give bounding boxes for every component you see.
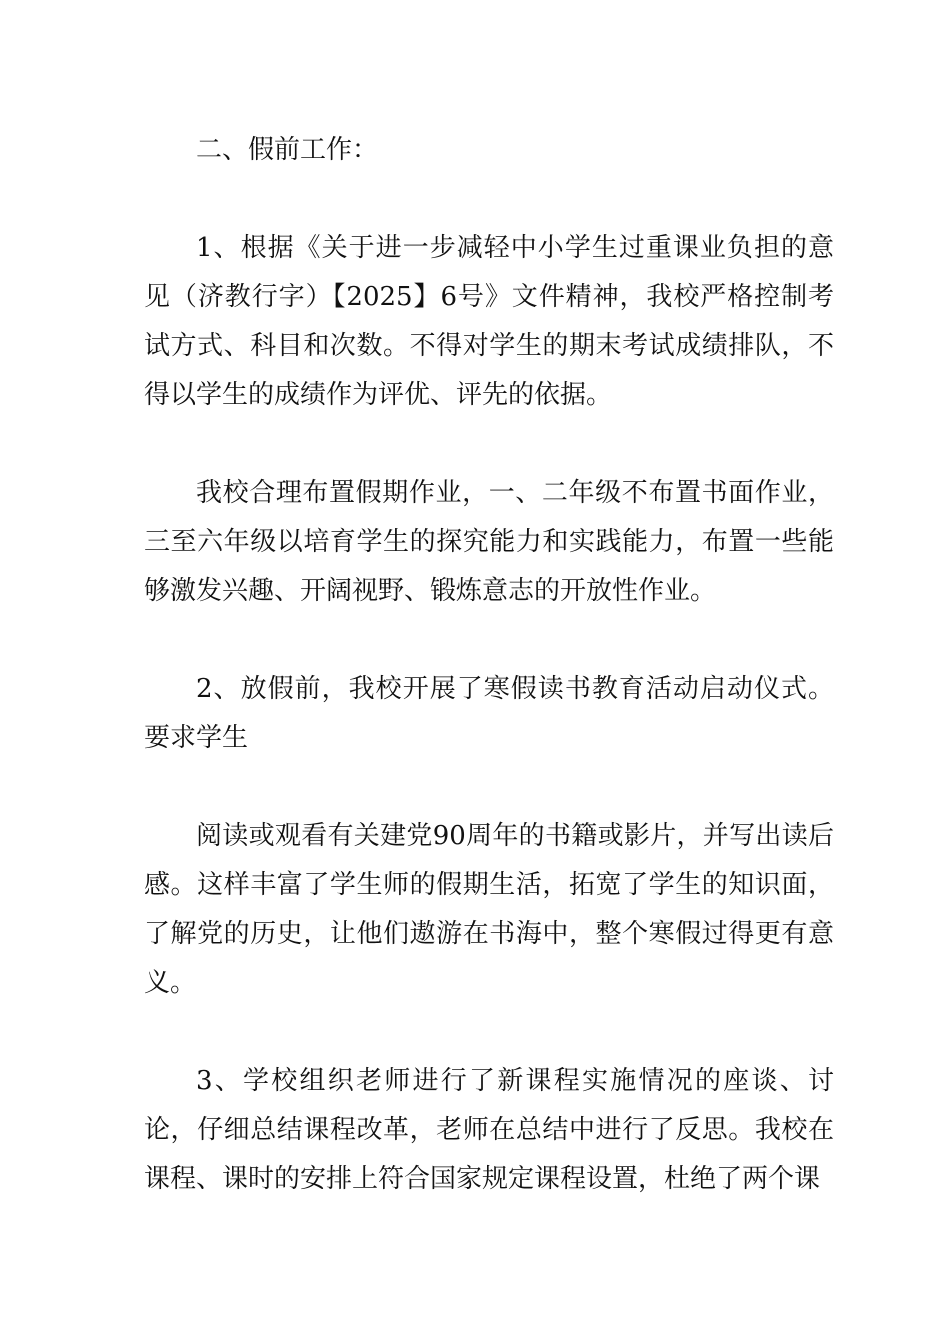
paragraph-1: 1、根据《关于进一步减轻中小学生过重课业负担的意见（济教行字）【2025】6号》文件精神，我校严格控制考试方式、科目和次数。不得对学生的期末考试成绩排队，不得以学生的成绩作为评优、评先的依据。 <box>144 233 834 410</box>
paragraph-3: 2、放假前，我校开展了寒假读书教育活动启动仪式。要求学生 <box>144 674 834 753</box>
paragraph-4: 阅读或观看有关建党90周年的书籍或影片，并写出读后感。这样丰富了学生师的假期生活，拓宽了学生的知识面，了解党的历史，让他们遨游在书海中，整个寒假过得更有意义。 <box>144 821 834 998</box>
paragraph-2: 我校合理布置假期作业，一、二年级不布置书面作业，三至六年级以培育学生的探究能力和实践能力，布置一些能够激发兴趣、开阔视野、锻炼意志的开放性作业。 <box>144 478 834 606</box>
document-body <box>144 126 834 1204</box>
paragraph-5: 3、学校组织老师进行了新课程实施情况的座谈、讨论，仔细总结课程改革，老师在总结中进行了反思。我校在课程、课时的安排上符合国家规定课程设置，杜绝了两个课 <box>144 1066 834 1194</box>
section-heading: 二、假前工作： <box>196 135 379 165</box>
